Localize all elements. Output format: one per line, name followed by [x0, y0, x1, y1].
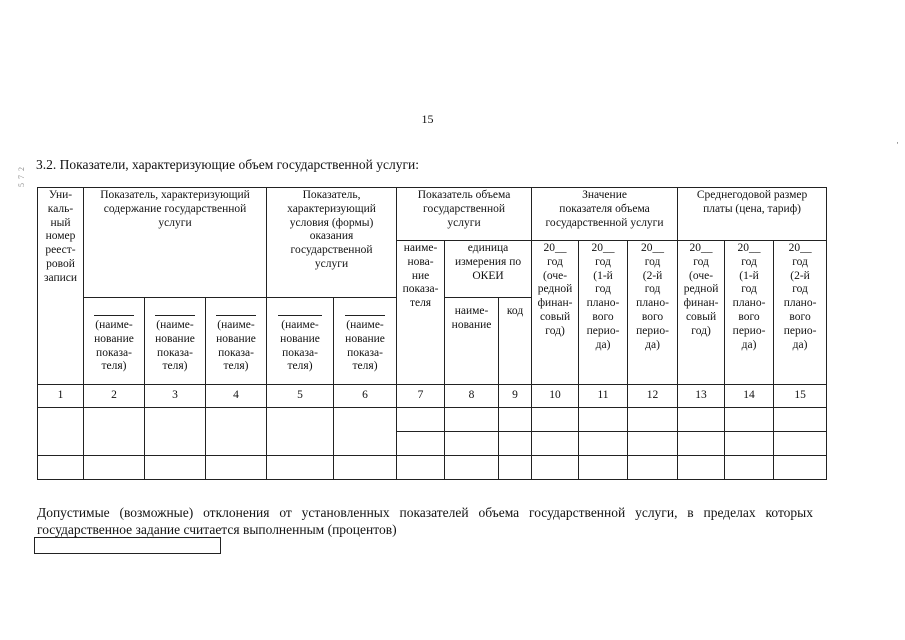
- table-cell[interactable]: [532, 408, 579, 432]
- header-content-indicator-3: (наиме- нование показа- теля): [206, 298, 267, 385]
- page-number: 15: [421, 112, 434, 126]
- column-number: 1: [38, 385, 84, 408]
- table-cell[interactable]: [774, 456, 827, 480]
- table-cell[interactable]: [628, 432, 678, 456]
- table-cell[interactable]: [445, 408, 499, 432]
- column-number: 12: [628, 385, 678, 408]
- table-cell[interactable]: [628, 456, 678, 480]
- column-number: 6: [334, 385, 397, 408]
- header-volume-value: Значение показателя объема государственной услуги: [532, 188, 678, 241]
- table-cell[interactable]: [397, 408, 445, 432]
- column-number: 15: [774, 385, 827, 408]
- table-cell[interactable]: [499, 432, 532, 456]
- header-value-year-current: 20__ год (оче- редной финан- совый год): [532, 241, 579, 385]
- table-cell[interactable]: [678, 432, 725, 456]
- header-volume-unit: единица измерения по ОКЕИ: [445, 241, 532, 298]
- header-value-year-plan2: 20__ год (2-й год плано- вого перио- да): [628, 241, 678, 385]
- table-cell[interactable]: [579, 432, 628, 456]
- table-cell[interactable]: [499, 456, 532, 480]
- table-cell[interactable]: [725, 408, 774, 432]
- right-mark: ·: [896, 138, 899, 148]
- column-number: 9: [499, 385, 532, 408]
- table-cell[interactable]: [206, 456, 267, 480]
- header-fee-year-plan2: 20__ год (2-й год плано- вого перио- да): [774, 241, 827, 385]
- column-number: 8: [445, 385, 499, 408]
- table-cell[interactable]: [445, 456, 499, 480]
- table-cell[interactable]: [145, 408, 206, 456]
- table-row: [38, 408, 827, 432]
- table-cell[interactable]: [579, 408, 628, 432]
- table-cell[interactable]: [334, 456, 397, 480]
- header-unit-name: наиме- нование: [445, 298, 499, 385]
- table-cell[interactable]: [499, 408, 532, 432]
- deviation-percent-field[interactable]: [34, 537, 221, 554]
- header-volume-name: наиме- нова- ние показа- теля: [397, 241, 445, 385]
- table-cell[interactable]: [725, 456, 774, 480]
- header-conditions-indicator-2: (наиме- нование показа- теля): [334, 298, 397, 385]
- column-number: 10: [532, 385, 579, 408]
- volume-indicators-table: [37, 187, 827, 480]
- table-cell[interactable]: [628, 408, 678, 432]
- header-value-year-plan1: 20__ год (1-й год плано- вого перио- да): [579, 241, 628, 385]
- header-average-fee: Среднегодовой размер платы (цена, тариф): [678, 188, 827, 241]
- table-cell[interactable]: [397, 432, 445, 456]
- header-conditions-indicator: Показатель, характеризующий условия (формы) оказания государственной услуги: [267, 188, 397, 298]
- column-number: 4: [206, 385, 267, 408]
- table-cell[interactable]: [38, 456, 84, 480]
- header-content-indicator-2: (наиме- нование показа- теля): [145, 298, 206, 385]
- table-cell[interactable]: [334, 408, 397, 456]
- table-row: [38, 456, 827, 480]
- header-fee-year-plan1: 20__ год (1-й год плано- вого перио- да): [725, 241, 774, 385]
- table-cell[interactable]: [532, 456, 579, 480]
- column-number: 2: [84, 385, 145, 408]
- table-cell[interactable]: [267, 456, 334, 480]
- column-number: 13: [678, 385, 725, 408]
- table-cell[interactable]: [84, 456, 145, 480]
- header-fee-year-current: 20__ год (оче- редной финан- совый год): [678, 241, 725, 385]
- column-number: 7: [397, 385, 445, 408]
- table-cell[interactable]: [678, 408, 725, 432]
- table-cell[interactable]: [267, 408, 334, 456]
- section-title: 3.2. Показатели, характеризующие объем государственной услуги:: [36, 157, 419, 172]
- header-content-indicator-1: (наиме- нование показа- теля): [84, 298, 145, 385]
- table-cell[interactable]: [678, 456, 725, 480]
- table-cell[interactable]: [38, 408, 84, 456]
- table-cell[interactable]: [397, 456, 445, 480]
- table-cell[interactable]: [579, 456, 628, 480]
- table-cell[interactable]: [532, 432, 579, 456]
- table-cell[interactable]: [725, 432, 774, 456]
- table-cell[interactable]: [206, 408, 267, 456]
- header-unique-number: Уни- каль- ный номер реест- ровой записи: [38, 188, 84, 385]
- header-content-indicator: Показатель, характеризующий содержание государственной услуги: [84, 188, 267, 298]
- side-mark: 5 7 2: [17, 166, 26, 187]
- table-cell[interactable]: [445, 432, 499, 456]
- table-cell[interactable]: [774, 432, 827, 456]
- column-number: 3: [145, 385, 206, 408]
- column-numbers-row: [38, 385, 827, 408]
- header-conditions-indicator-1: (наиме- нование показа- теля): [267, 298, 334, 385]
- column-number: 5: [267, 385, 334, 408]
- header-volume-indicator: Показатель объема государственной услуги: [397, 188, 532, 241]
- table-cell[interactable]: [145, 456, 206, 480]
- header-unit-code: код: [499, 298, 532, 385]
- column-number: 11: [579, 385, 628, 408]
- table-cell[interactable]: [774, 408, 827, 432]
- column-number: 14: [725, 385, 774, 408]
- deviation-text: Допустимые (возможные) отклонения от установленных показателей объема государственной услуги, в пределах которых государственное задание считается выполненным (процентов): [37, 505, 813, 537]
- table-cell[interactable]: [84, 408, 145, 456]
